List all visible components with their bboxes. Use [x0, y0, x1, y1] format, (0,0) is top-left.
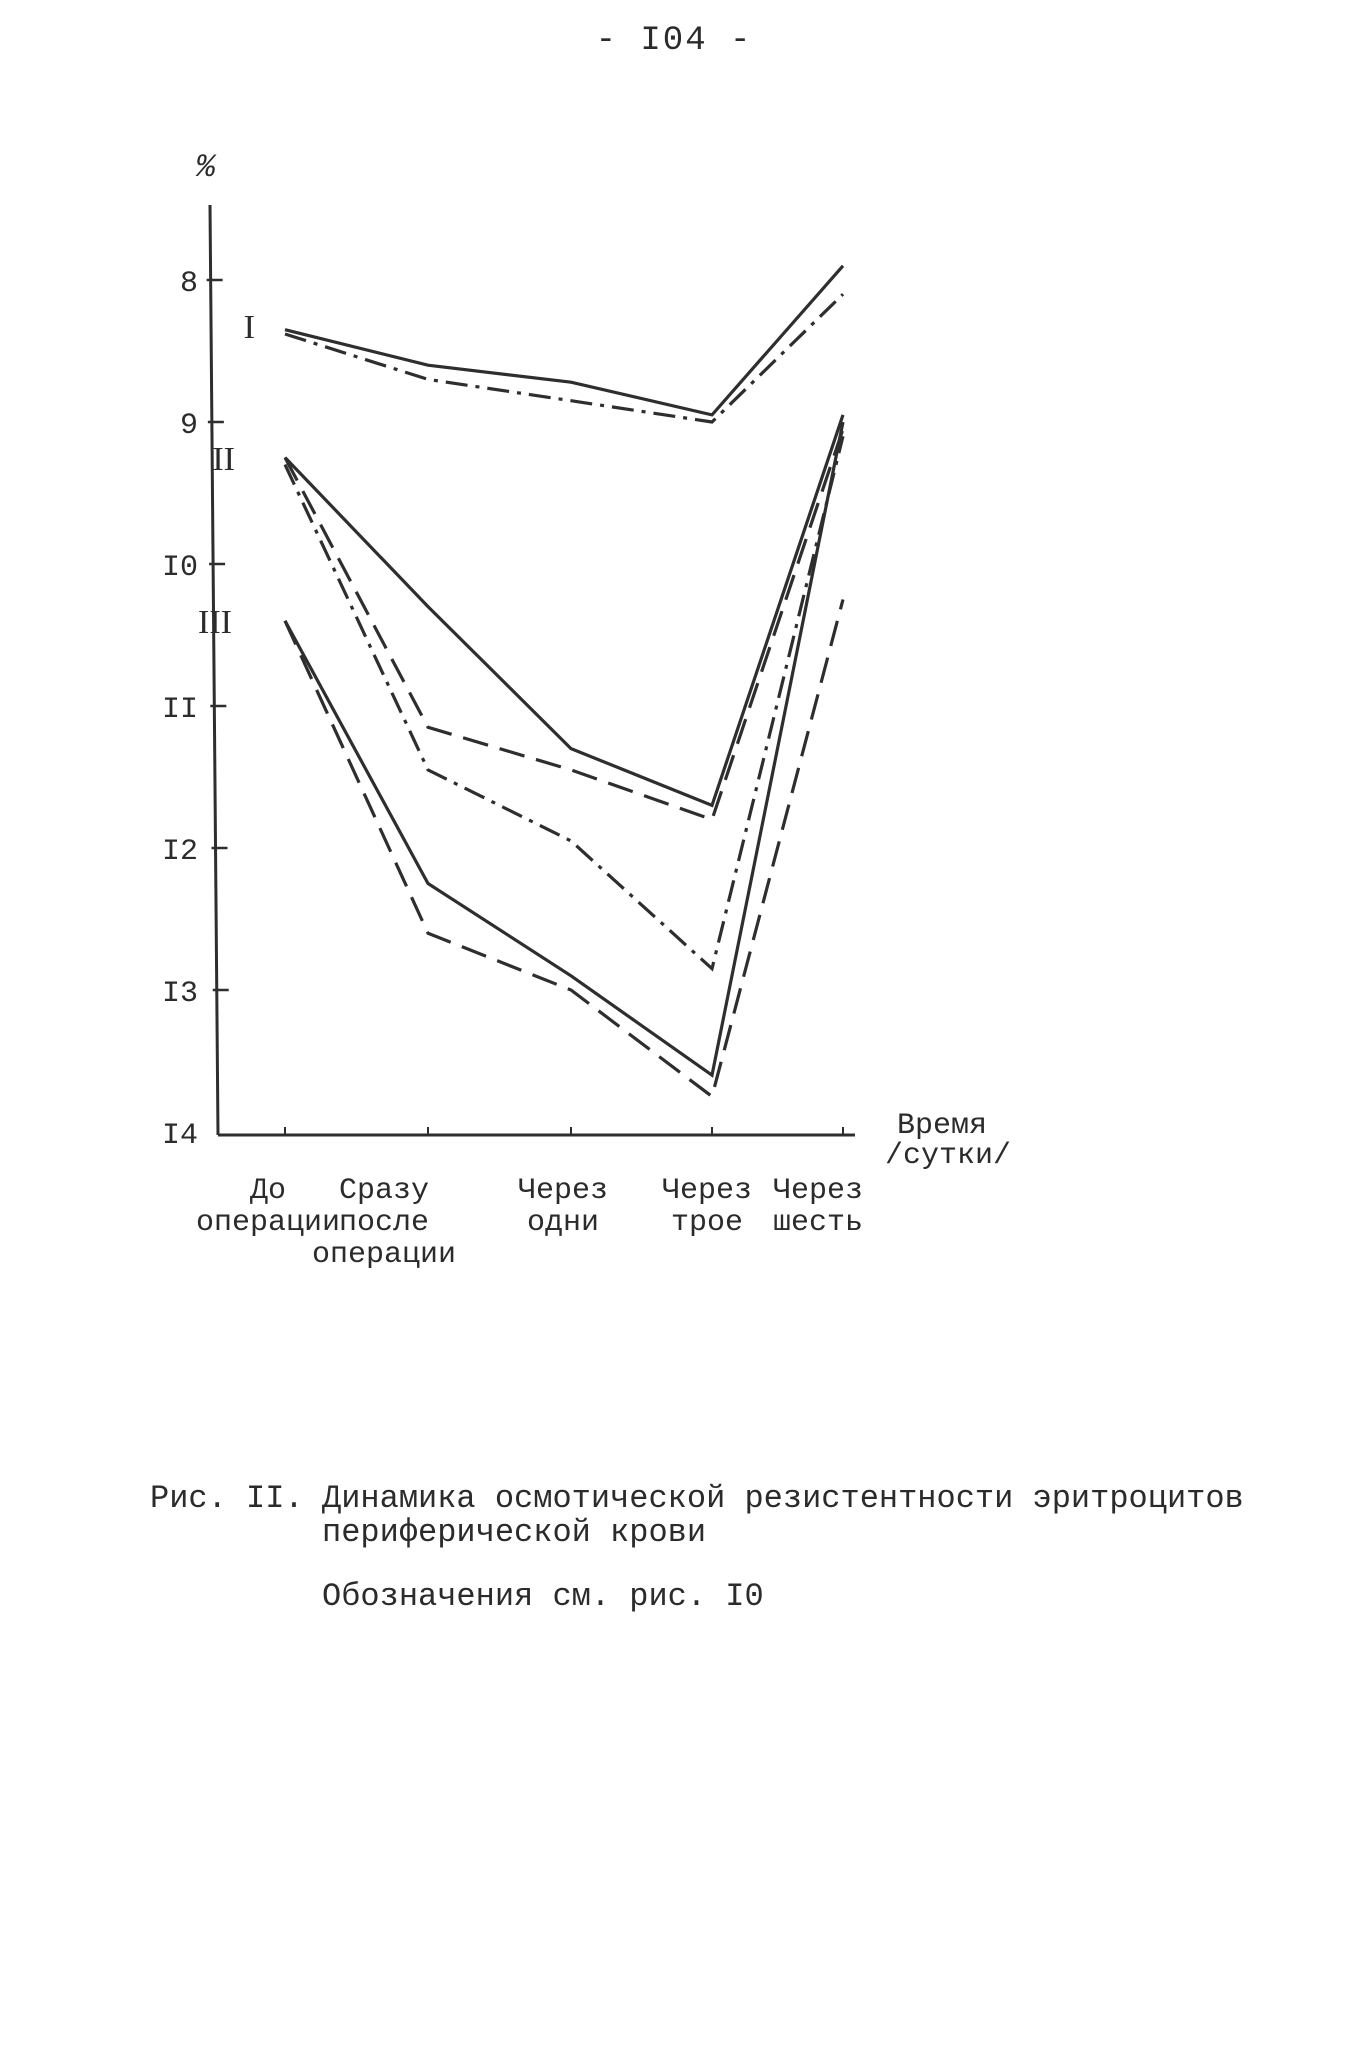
category-label-3: Через одни [517, 1174, 609, 1240]
series-lines [285, 266, 843, 1097]
series-line-3-solid [285, 422, 843, 1075]
caption-note: Обозначения см. рис. I0 [322, 1578, 764, 1615]
series-label-3: III [198, 604, 232, 641]
category-label-2: Сразу после операции [311, 1174, 457, 1272]
series-line-3-dashed [285, 600, 843, 1097]
caption-line-2: периферической крови [322, 1514, 707, 1551]
series-line-1-dashdot [285, 294, 843, 422]
category-label-1: До операции [195, 1174, 341, 1240]
series-line-1-solid [285, 266, 843, 415]
series-line-2-dashed [285, 429, 843, 819]
series-label-2: II [212, 441, 235, 478]
category-label-4: Через трое [661, 1174, 753, 1240]
series-line-2-solid [285, 415, 843, 806]
x-axis-title [885, 1109, 1011, 1173]
caption-line-1: Динамика осмотической резистентности эритроцитов [322, 1480, 1244, 1517]
page-number: - I04 - [595, 22, 753, 60]
y-tick-label-12: I2 [161, 835, 198, 869]
caption-prefix: Рис. II. [150, 1480, 304, 1517]
y-axis-unit: % [196, 149, 216, 186]
series-label-1: I [243, 309, 255, 346]
series-labels [198, 309, 255, 641]
y-tick-label-13: I3 [161, 977, 198, 1011]
y-axis-line [210, 205, 218, 1135]
category-label-5: Через шесть [772, 1174, 864, 1240]
y-tick-label-8: 8 [179, 267, 198, 301]
category-labels [196, 1174, 863, 1272]
y-ticks [162, 267, 229, 1153]
y-tick-label-9: 9 [179, 409, 198, 443]
y-tick-label-14: I4 [161, 1119, 198, 1153]
x-axis-title-text: Время /сутки/ [884, 1109, 1012, 1173]
y-tick-label-11: II [161, 693, 198, 727]
series-line-2-dashdot [285, 436, 843, 969]
y-tick-label-10: I0 [161, 551, 198, 585]
